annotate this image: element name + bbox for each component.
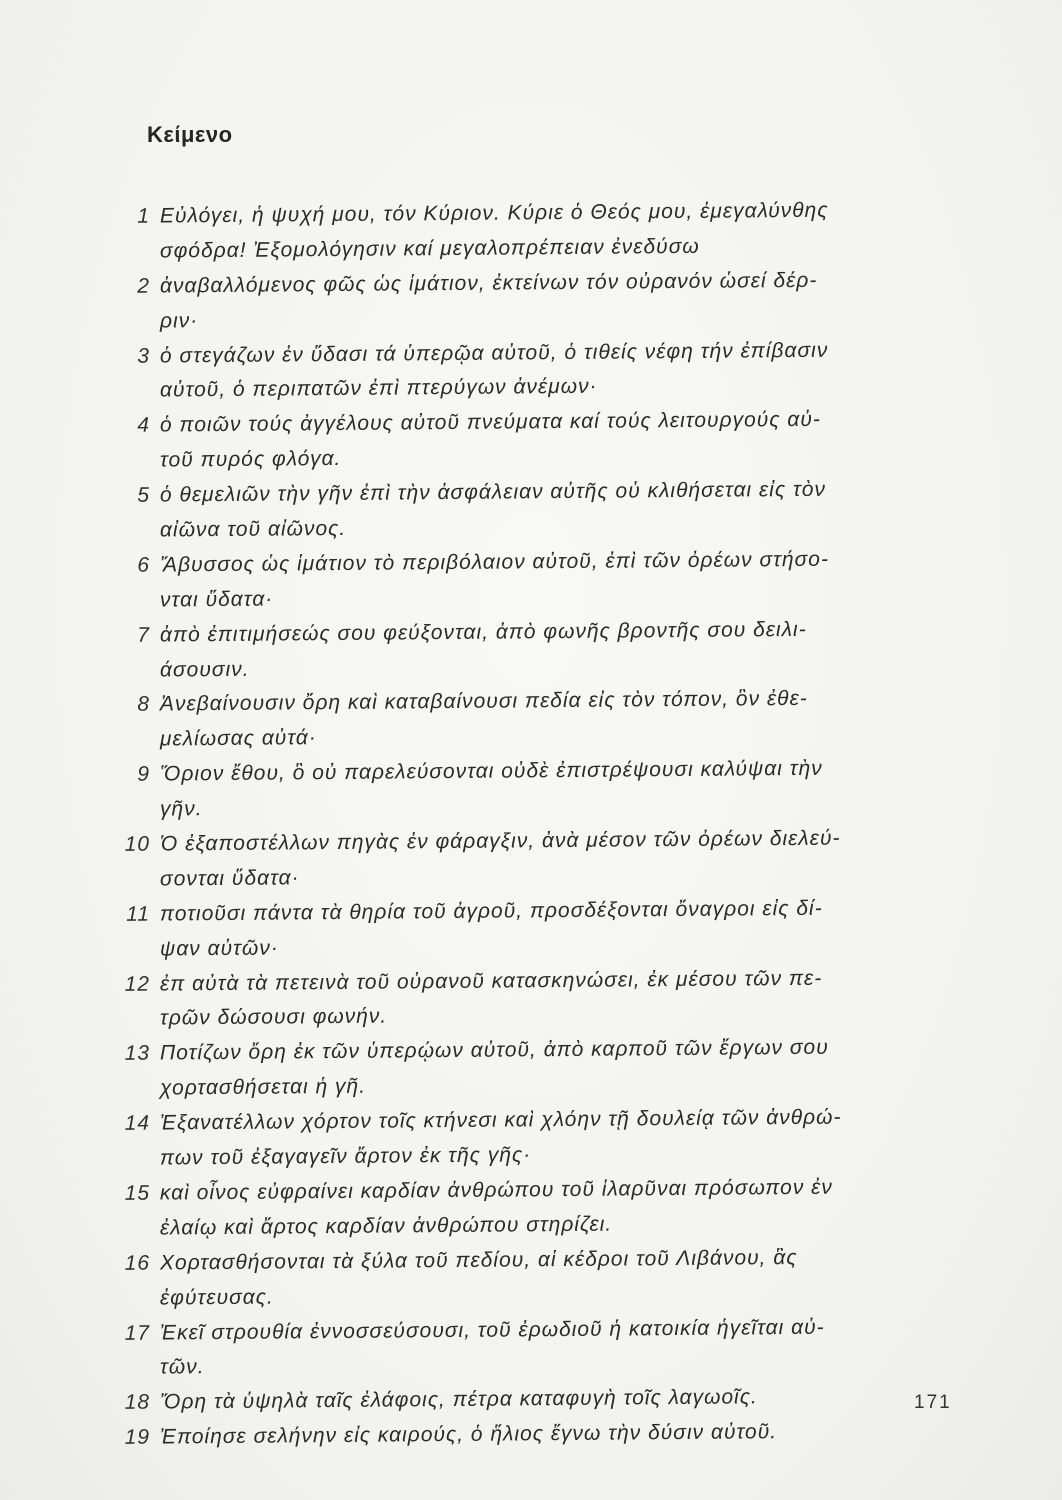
verse-text: πων τοῦ ἐξαγαγεῖν ἄρτον ἐκ τῆς γῆς· bbox=[159, 1143, 532, 1170]
verse-text: Ἐξανατέλλων χόρτον τοῖς κτήνεσι καὶ χλόην τῇ δουλείᾳ τῶν ἀνθρώ- bbox=[159, 1105, 842, 1135]
verse-number: 1 bbox=[137, 204, 151, 228]
verse-text: ἐλαίῳ καὶ ἄρτος καρδίαν ἀνθρώπου στηρίζει. bbox=[159, 1212, 613, 1240]
section-heading: Κείμενο bbox=[147, 122, 233, 147]
verse-text: γῆν. bbox=[159, 797, 203, 821]
verse-text: Ποτίζων ὄρη ἐκ τῶν ὑπερῴων αὐτοῦ, ἀπὸ καρποῦ τῶν ἔργων σου bbox=[159, 1036, 829, 1065]
verse-number: 14 bbox=[124, 1111, 151, 1136]
verse-text: σονται ὕδατα· bbox=[159, 866, 300, 891]
page-number: 171 bbox=[914, 1392, 952, 1413]
verse-number: 3 bbox=[137, 344, 151, 368]
verse-number: 8 bbox=[137, 693, 151, 717]
verse-text: ἐπ αὐτὰ τὰ πετεινὰ τοῦ οὐρανοῦ κατασκηνώσει, ἐκ μέσου τῶν πε- bbox=[159, 966, 823, 996]
verse-text: ὁ στεγάζων ἐν ὕδασι τά ὑπερῷα αὐτοῦ, ὁ τιθείς νέφη τήν ἐπίβασιν bbox=[159, 338, 829, 368]
verse-text: αὐτοῦ, ὁ περιπατῶν ἐπὶ πτερύγων ἀνέμων· bbox=[159, 375, 598, 402]
verse-text: Ὅριον ἔθου, ὃ οὐ παρελεύσονται οὐδὲ ἐπιστρέψουσι καλύψαι τὴν bbox=[159, 757, 823, 786]
verse-number: 13 bbox=[124, 1042, 151, 1066]
verse-text: άσουσιν. bbox=[159, 657, 250, 682]
verse-text: ὁ θεμελιῶν τὴν γῆν ἐπὶ τὴν ἀσφάλειαν αὐτῆς οὐ κλιθήσεται εἰς τὸν bbox=[159, 477, 827, 507]
verse-text: χορτασθήσεται ἡ γῆ. bbox=[159, 1075, 367, 1100]
verse-line bbox=[108, 1414, 968, 1456]
verse-number: 15 bbox=[124, 1181, 151, 1205]
verse-text: Ἐκεῖ στρουθία ἐννοσσεύσουσι, τοῦ ἐρωδιοῦ ἡ κατοικία ἡγεῖται αὐ- bbox=[159, 1315, 825, 1345]
verse-text: ψαν αὐτῶν· bbox=[159, 936, 279, 961]
verse-number: 7 bbox=[137, 623, 151, 647]
verse-number: 6 bbox=[137, 553, 151, 577]
verse-number: 18 bbox=[124, 1390, 151, 1415]
verse-text: νται ὕδατα· bbox=[159, 587, 274, 612]
verse-number: 10 bbox=[124, 832, 151, 856]
verse-number: 5 bbox=[137, 483, 151, 507]
verse-number: 11 bbox=[126, 902, 151, 926]
verse-text: σφόδρα! Ἐξομολόγησιν καί μεγαλοπρέπειαν ἐνεδύσω bbox=[159, 234, 700, 263]
verse-text: Εὐλόγει, ἡ ψυχή μου, τόν Κύριον. Κύριε ὁ Θεός μου, ἐμεγαλύνθης bbox=[159, 198, 829, 228]
verse-list bbox=[108, 200, 968, 1456]
verse-text: τρῶν δώσουσι φωνήν. bbox=[159, 1005, 388, 1031]
verse-text: Ὁ ἐξαποστέλλων πηγὰς ἐν φάραγξιν, ἀνὰ μέσον τῶν ὀρέων διελεύ- bbox=[159, 826, 841, 856]
verse-text: ἐφύτευσας. bbox=[159, 1285, 274, 1310]
verse-number: 12 bbox=[124, 972, 151, 996]
verse-text: Ἀνεβαίνουσιν ὄρη καὶ καταβαίνουσι πεδία εἰς τὸν τόπον, ὃν ἐθε- bbox=[159, 687, 808, 717]
verse-text: τῶν. bbox=[159, 1355, 205, 1379]
verse-text: τοῦ πυρός φλόγα. bbox=[159, 447, 342, 472]
verse-number: 17 bbox=[124, 1321, 151, 1345]
verse-text: αἰῶνα τοῦ αἰῶνος. bbox=[159, 516, 347, 542]
verse-number: 9 bbox=[137, 762, 151, 786]
verse-number: 2 bbox=[137, 274, 151, 298]
verse-text: Ἄβυσσος ὡς ἱμάτιον τὸ περιβόλαιον αὐτοῦ, ἐπὶ τῶν ὀρέων στήσο- bbox=[159, 547, 830, 577]
verse-number: 19 bbox=[124, 1425, 151, 1450]
verse-number: 16 bbox=[124, 1251, 151, 1275]
verse-text: μελίωσας αὐτά· bbox=[159, 726, 317, 751]
verse-text: καὶ οἶνος εὐφραίνει καρδίαν ἀνθρώπου τοῦ ἱλαρῦναι πρόσωπον ἐν bbox=[159, 1175, 833, 1205]
verse-number: 4 bbox=[137, 413, 151, 438]
verse-text: ριν· bbox=[159, 308, 199, 333]
verse-text: Ὄρη τὰ ὑψηλὰ ταῖς ἐλάφοις, πέτρα καταφυγὴ τοῖς λαγωοῖς. bbox=[159, 1385, 758, 1414]
verse-text: ἀναβαλλόμενος φῶς ὡς ἱμάτιον, ἐκτείνων τόν οὐρανόν ὡσεί δέρ- bbox=[159, 268, 818, 298]
verse-text: ἀπὸ ἐπιτιμήσεώς σου φεύξονται, ἀπὸ φωνῆς βροντῆς σου δειλι- bbox=[159, 617, 807, 647]
verse-text: Ἐποίησε σελήνην εἰς καιρούς, ὁ ἥλιος ἔγνω τὴν δύσιν αὐτοῦ. bbox=[159, 1420, 778, 1449]
verse-text: ποτιοῦσι πάντα τὰ θηρία τοῦ ἀγροῦ, προσδέξονται ὄναγροι εἰς δί- bbox=[159, 896, 823, 926]
verse-text: Χορτασθήσονται τὰ ξύλα τοῦ πεδίου, αἱ κέδροι τοῦ Λιβάνου, ἃς bbox=[159, 1245, 798, 1275]
verse-text: ὁ ποιῶν τούς ἀγγέλους αὐτοῦ πνεύματα καί τούς λειτουργούς αὐ- bbox=[159, 408, 821, 437]
